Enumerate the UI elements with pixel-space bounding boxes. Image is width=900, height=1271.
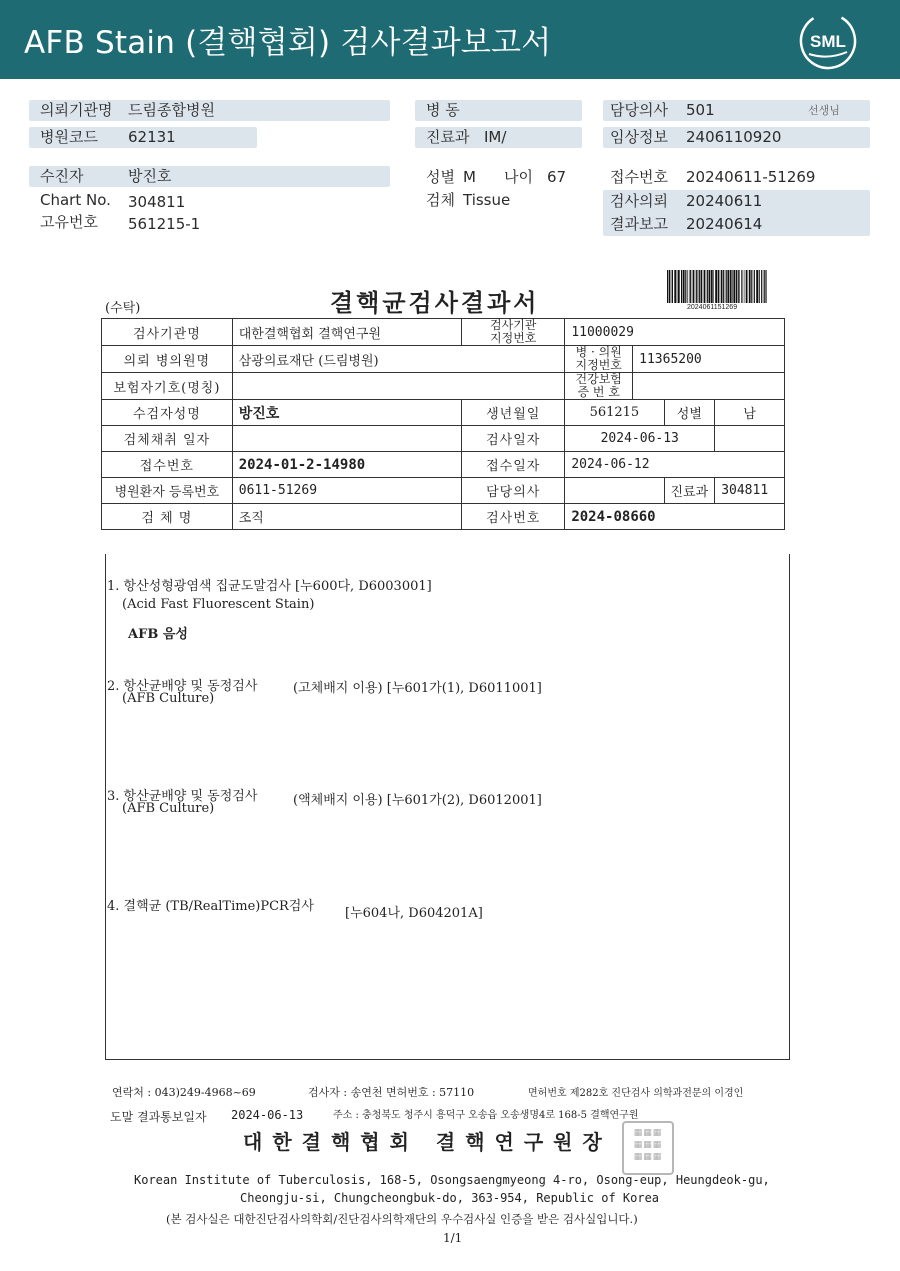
barcode-bar <box>696 270 697 303</box>
doctor-cell-value <box>565 478 664 504</box>
req-hosp-label: 의뢰 병의원명 <box>102 346 233 373</box>
birth-value: 561215 <box>565 400 664 426</box>
barcode-bar <box>683 270 685 303</box>
barcode-bar <box>690 270 691 303</box>
barcode-bar <box>732 270 733 303</box>
logo-text: SML <box>810 32 846 51</box>
dept-cell-label: 진료과 <box>664 478 715 504</box>
footer-contact: 연락처 : 043)249-4968~69 <box>112 1086 256 1099</box>
footer-address: 주소 : 충청북도 청주시 흥덕구 오송읍 오송생명4로 168-5 결핵연구원 <box>333 1110 639 1121</box>
barcode-bar <box>749 270 751 303</box>
hosp-no-label: 병 · 의원 지정번호 <box>565 346 633 373</box>
barcode-bar <box>693 270 695 303</box>
lab-no-label: 검사기관 지정번호 <box>462 319 565 346</box>
result-4-title: 4. 결핵균 (TB/RealTime)PCR검사 <box>107 899 314 914</box>
footer-license: 면허번호 제282호 진단검사 의학과전문의 이경인 <box>528 1088 744 1099</box>
barcode-bar <box>744 270 745 303</box>
chart-value: 304811 <box>128 193 186 211</box>
barcode-bar <box>764 270 765 303</box>
result-3-sub: (AFB Culture) <box>122 801 215 816</box>
tb-certificate <box>0 255 900 1271</box>
barcode-bar <box>667 270 668 303</box>
barcode-bar <box>681 270 682 303</box>
clinical-label: 임상정보 <box>610 128 668 146</box>
test-date-label: 검사일자 <box>462 426 565 452</box>
spec-label: 검 체 명 <box>102 504 233 530</box>
test-date-value: 2024-06-13 <box>565 426 715 452</box>
barcode-bar <box>674 270 676 303</box>
sutak-label: (수탁) <box>105 301 141 316</box>
barcode-bar <box>730 270 732 303</box>
dept-label: 진료과 <box>426 128 470 146</box>
specimen-label: 검체 <box>426 191 455 209</box>
patient-value: 방진호 <box>128 167 172 185</box>
recv-no-label: 접수번호 <box>102 452 233 478</box>
footer-notice-label: 도말 결과통보일자 <box>110 1110 207 1124</box>
barcode-bar <box>699 270 700 303</box>
health-no-value <box>633 373 785 400</box>
footer-eng-2: Cheongju-si, Chungcheongbuk-do, 363-954, Republic of Korea <box>240 1191 660 1205</box>
health-no-label: 건강보험 증 번 호 <box>565 373 633 400</box>
barcode-bar <box>733 270 735 303</box>
receipt-label: 접수번호 <box>610 168 668 186</box>
barcode-bar <box>669 270 670 303</box>
official-seal-icon: ▦▦▦ ▦▦▦ ▦▦▦ <box>622 1121 674 1175</box>
recv-date-label: 접수일자 <box>462 452 565 478</box>
barcode-bar <box>701 270 703 303</box>
page-number: 1/1 <box>443 1231 463 1245</box>
doctor-label: 담당의사 <box>610 101 668 119</box>
result-3-title: 3. 항산균배양 및 동정검사 <box>107 789 258 804</box>
footer-cert: (본 검사실은 대한진단검사의학회/진단검사의학재단의 우수검사실 인증을 받은 검사실입니다.) <box>166 1212 638 1226</box>
barcode-bar <box>711 270 713 303</box>
recv-no-value: 2024-01-2-14980 <box>232 452 461 478</box>
barcode-bar <box>678 270 680 303</box>
dept-value: IM/ <box>484 128 507 146</box>
barcode-bar <box>677 270 678 303</box>
hospital-code-value: 62131 <box>128 128 176 146</box>
req-hosp-value: 삼광의료재단 (드림병원) <box>232 346 565 373</box>
patient-info-table <box>101 318 785 530</box>
insurer-label: 보험자기호(명칭) <box>102 373 233 400</box>
test-no-value: 2024-08660 <box>565 504 785 530</box>
barcode-bar <box>726 270 727 303</box>
age-value: 67 <box>547 168 567 186</box>
sex-cell-value: 남 <box>715 400 785 426</box>
barcode-bar <box>713 270 714 303</box>
name-value: 방진호 <box>232 400 461 426</box>
report-header <box>0 0 900 79</box>
barcode-bar <box>746 270 748 303</box>
reg-no-value: 0611-51269 <box>232 478 461 504</box>
insurer-value <box>232 373 565 400</box>
footer-tester: 검사자 : 송연천 면허번호 : 57110 <box>308 1086 475 1099</box>
sex-label: 성별 <box>426 168 455 186</box>
hospital-code-label: 병원코드 <box>40 128 98 146</box>
result-4-code: [누604나, D604201A] <box>345 906 483 921</box>
result-2-sub: (AFB Culture) <box>122 691 215 706</box>
test-no-label: 검사번호 <box>462 504 565 530</box>
barcode-bar <box>754 270 755 303</box>
barcode-bar <box>687 270 688 303</box>
barcode-bar <box>698 270 699 303</box>
sex-cell-label: 성별 <box>664 400 715 426</box>
barcode-image <box>667 270 767 306</box>
chart-label: Chart No. <box>40 191 111 209</box>
barcode-bar <box>689 270 690 303</box>
doctor-cell-label: 담당의사 <box>462 478 565 504</box>
doctor-suffix: 선생님 <box>808 104 840 117</box>
footer-notice-date: 2024-06-13 <box>231 1108 304 1122</box>
doctor-value: 501 <box>686 101 715 119</box>
request-org-label: 의뢰기관명 <box>40 101 113 119</box>
req-date-value: 20240611 <box>686 192 763 210</box>
barcode-bar <box>741 270 742 303</box>
barcode-bar <box>709 270 711 303</box>
barcode-bar <box>736 270 737 303</box>
age-label: 나이 <box>504 168 533 186</box>
sml-logo <box>797 10 859 72</box>
result-3-method: (액체배지 이용) [누601가(2), D6012001] <box>293 793 542 808</box>
empty-cell <box>715 426 785 452</box>
result-2-title: 2. 항산균배양 및 동정검사 <box>107 679 258 694</box>
ward-label: 병 동 <box>426 101 460 119</box>
barcode-bar <box>756 270 758 303</box>
dept-cell-value: 304811 <box>715 478 785 504</box>
result-2-method: (고체배지 이용) [누601가(1), D6011001] <box>293 681 542 696</box>
barcode-bar <box>765 270 766 303</box>
barcode-bar <box>685 270 686 303</box>
report-date-label: 결과보고 <box>610 215 668 233</box>
collect-label: 검체채취 일자 <box>102 426 233 452</box>
result-1-title: 1. 항산성형광염색 집균도말검사 [누600다, D6003001] <box>107 579 432 594</box>
request-org-value: 드림종합병원 <box>128 101 215 119</box>
barcode-bar <box>727 270 729 303</box>
barcode-bar <box>671 270 672 303</box>
sex-value: M <box>463 168 476 186</box>
birth-label: 생년월일 <box>462 400 565 426</box>
footer-eng-1: Korean Institute of Tuberculosis, 168-5, Osongsaengmyeong 4-ro, Osong-eup, Heungdeok-gu, <box>134 1173 770 1187</box>
barcode-bar <box>715 270 717 303</box>
barcode-bar <box>723 270 724 303</box>
collect-value <box>232 426 461 452</box>
result-1-value: AFB 음성 <box>128 627 188 642</box>
patient-label: 수진자 <box>40 167 84 185</box>
recv-date-value: 2024-06-12 <box>565 452 785 478</box>
unique-value: 561215-1 <box>128 215 201 233</box>
barcode-bar <box>718 270 720 303</box>
barcode-bar <box>739 270 740 303</box>
lab-name-label: 검사기관명 <box>102 319 233 346</box>
reg-no-label: 병원환자 등록번호 <box>102 478 233 504</box>
certificate-title: 결핵균검사결과서 <box>330 289 540 317</box>
req-date-label: 검사의뢰 <box>610 192 668 210</box>
barcode-bar <box>751 270 752 303</box>
report-date-value: 20240614 <box>686 215 763 233</box>
report-title: AFB Stain (결핵협회) 검사결과보고서 <box>24 25 552 61</box>
barcode-bar <box>707 270 708 303</box>
barcode-bar <box>721 270 723 303</box>
result-1-sub: (Acid Fast Fluorescent Stain) <box>122 597 315 612</box>
name-label: 수검자성명 <box>102 400 233 426</box>
barcode-bar <box>672 270 673 303</box>
institute-name: 대한결핵협회 결핵연구원장 <box>243 1130 612 1154</box>
barcode-bar <box>759 270 760 303</box>
barcode-bar <box>738 270 739 303</box>
barcode-bar <box>761 270 762 303</box>
barcode-number: 2024061151269 <box>687 304 738 311</box>
hosp-no-value: 11365200 <box>633 346 785 373</box>
specimen-value: Tissue <box>463 191 511 209</box>
spec-value: 조직 <box>232 504 461 530</box>
barcode-bar <box>704 270 706 303</box>
receipt-value: 20240611-51269 <box>686 168 816 186</box>
lab-name-value: 대한결핵협회 결핵연구원 <box>232 319 461 346</box>
unique-label: 고유번호 <box>40 213 98 231</box>
clinical-value: 2406110920 <box>686 128 782 146</box>
lab-no-value: 11000029 <box>565 319 785 346</box>
